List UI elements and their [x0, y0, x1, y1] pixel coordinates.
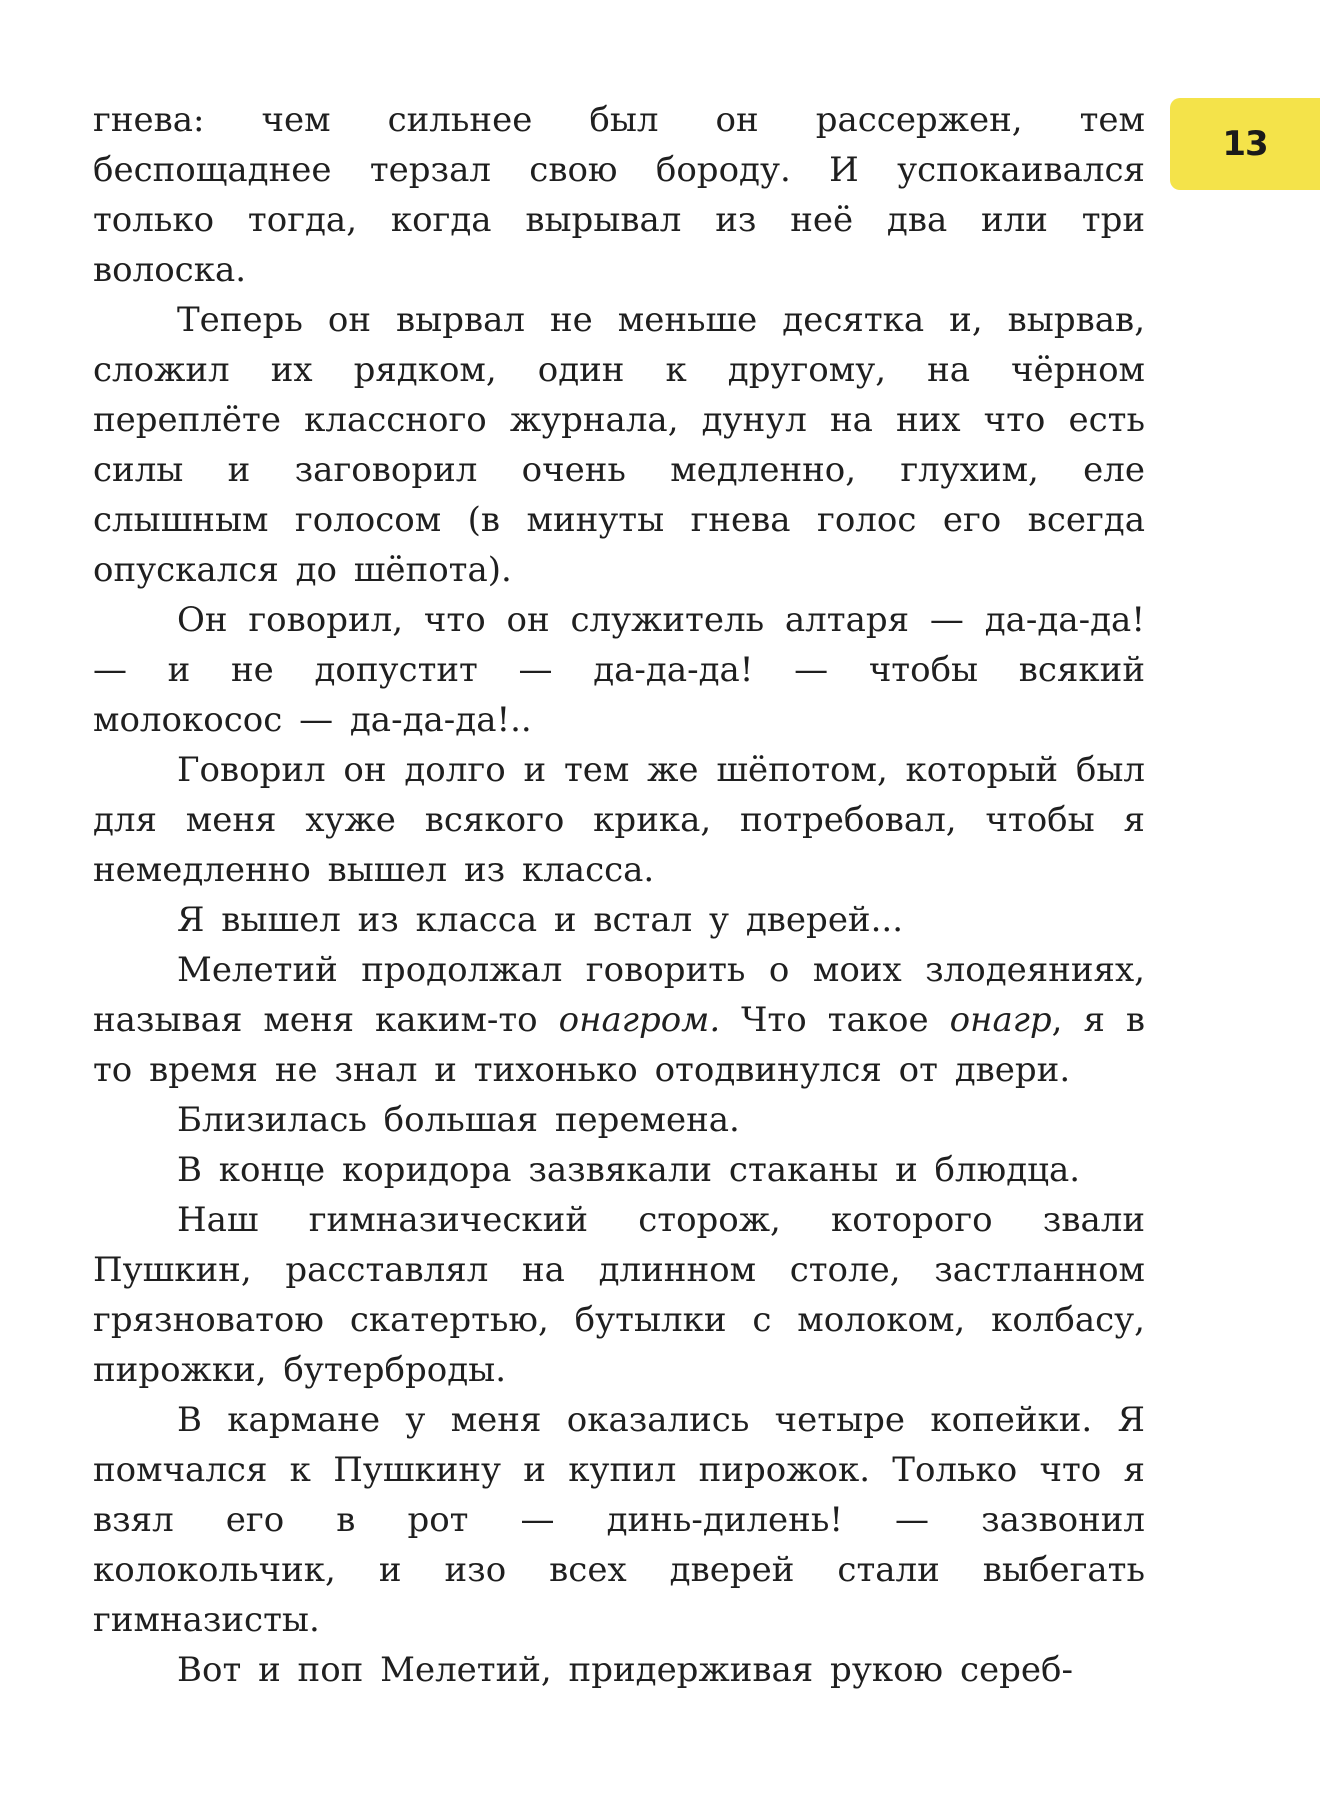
italic-term: онагр: [949, 1000, 1052, 1040]
text-segment: Близилась большая перемена.: [177, 1100, 740, 1140]
text-segment: В конце коридора зазвякали стаканы и блюдца.: [177, 1150, 1081, 1190]
paragraph: [93, 945, 1145, 1095]
paragraph: [93, 1195, 1145, 1395]
page-number: 13: [1222, 124, 1268, 164]
italic-term: онагром.: [558, 1000, 721, 1040]
paragraph: [93, 895, 1145, 945]
text-segment: Он говорил, что он служитель алтаря — да-да-да! — и не допустит — да-да-да! — чтобы всякий молокосос — да-да-да!..: [93, 600, 1145, 740]
text-segment: Что такое: [720, 1000, 950, 1040]
text-segment: Наш гимназический сторож, которого звали Пушкин, расставлял на длинном столе, застланном грязноватою скатертью, бутылки с молоком, колбасу, пирожки, бутерброды.: [93, 1200, 1145, 1390]
text-body: [93, 95, 1145, 1695]
text-segment: Вот и поп Мелетий, придерживая рукою сереб-: [177, 1650, 1073, 1690]
paragraph: [93, 1145, 1145, 1195]
paragraph: [93, 95, 1145, 295]
paragraph: [93, 1095, 1145, 1145]
text-segment: , я в то время не знал и тихонько отодвинулся от двери.: [93, 1000, 1146, 1090]
text-segment: Мелетий продолжал говорить о моих злодеяниях, называя меня каким-то: [93, 950, 1145, 1040]
paragraph: [93, 1395, 1145, 1645]
paragraph: [93, 745, 1145, 895]
text-segment: В кармане у меня оказались четыре копейки. Я помчался к Пушкину и купил пирожок. Только что я взял его в рот — динь-дилень! — зазвонил колокольчик, и изо всех дверей стали выбегать гимназисты.: [93, 1400, 1145, 1640]
paragraph: [93, 1645, 1145, 1695]
paragraph: [93, 595, 1145, 745]
page-number-tab: [1170, 98, 1320, 190]
paragraph: [93, 295, 1145, 595]
text-segment: гнева: чем сильнее был он рассержен, тем беспощаднее терзал свою бороду. И успокаивался только тогда, когда вырывал из неё два или три волоска.: [93, 100, 1145, 290]
text-segment: Я вышел из класса и встал у дверей...: [177, 900, 904, 940]
text-segment: Говорил он долго и тем же шёпотом, который был для меня хуже всякого крика, потребовал, чтобы я немедленно вышел из класса.: [93, 750, 1145, 890]
text-segment: Теперь он вырвал не меньше десятка и, вырвав, сложил их рядком, один к другому, на чёрном переплёте классного журнала, дунул на них что есть силы и заговорил очень медленно, глухим, еле слышным голосом (в минуты гнева голос его всегда опускался до шёпота).: [93, 300, 1145, 590]
